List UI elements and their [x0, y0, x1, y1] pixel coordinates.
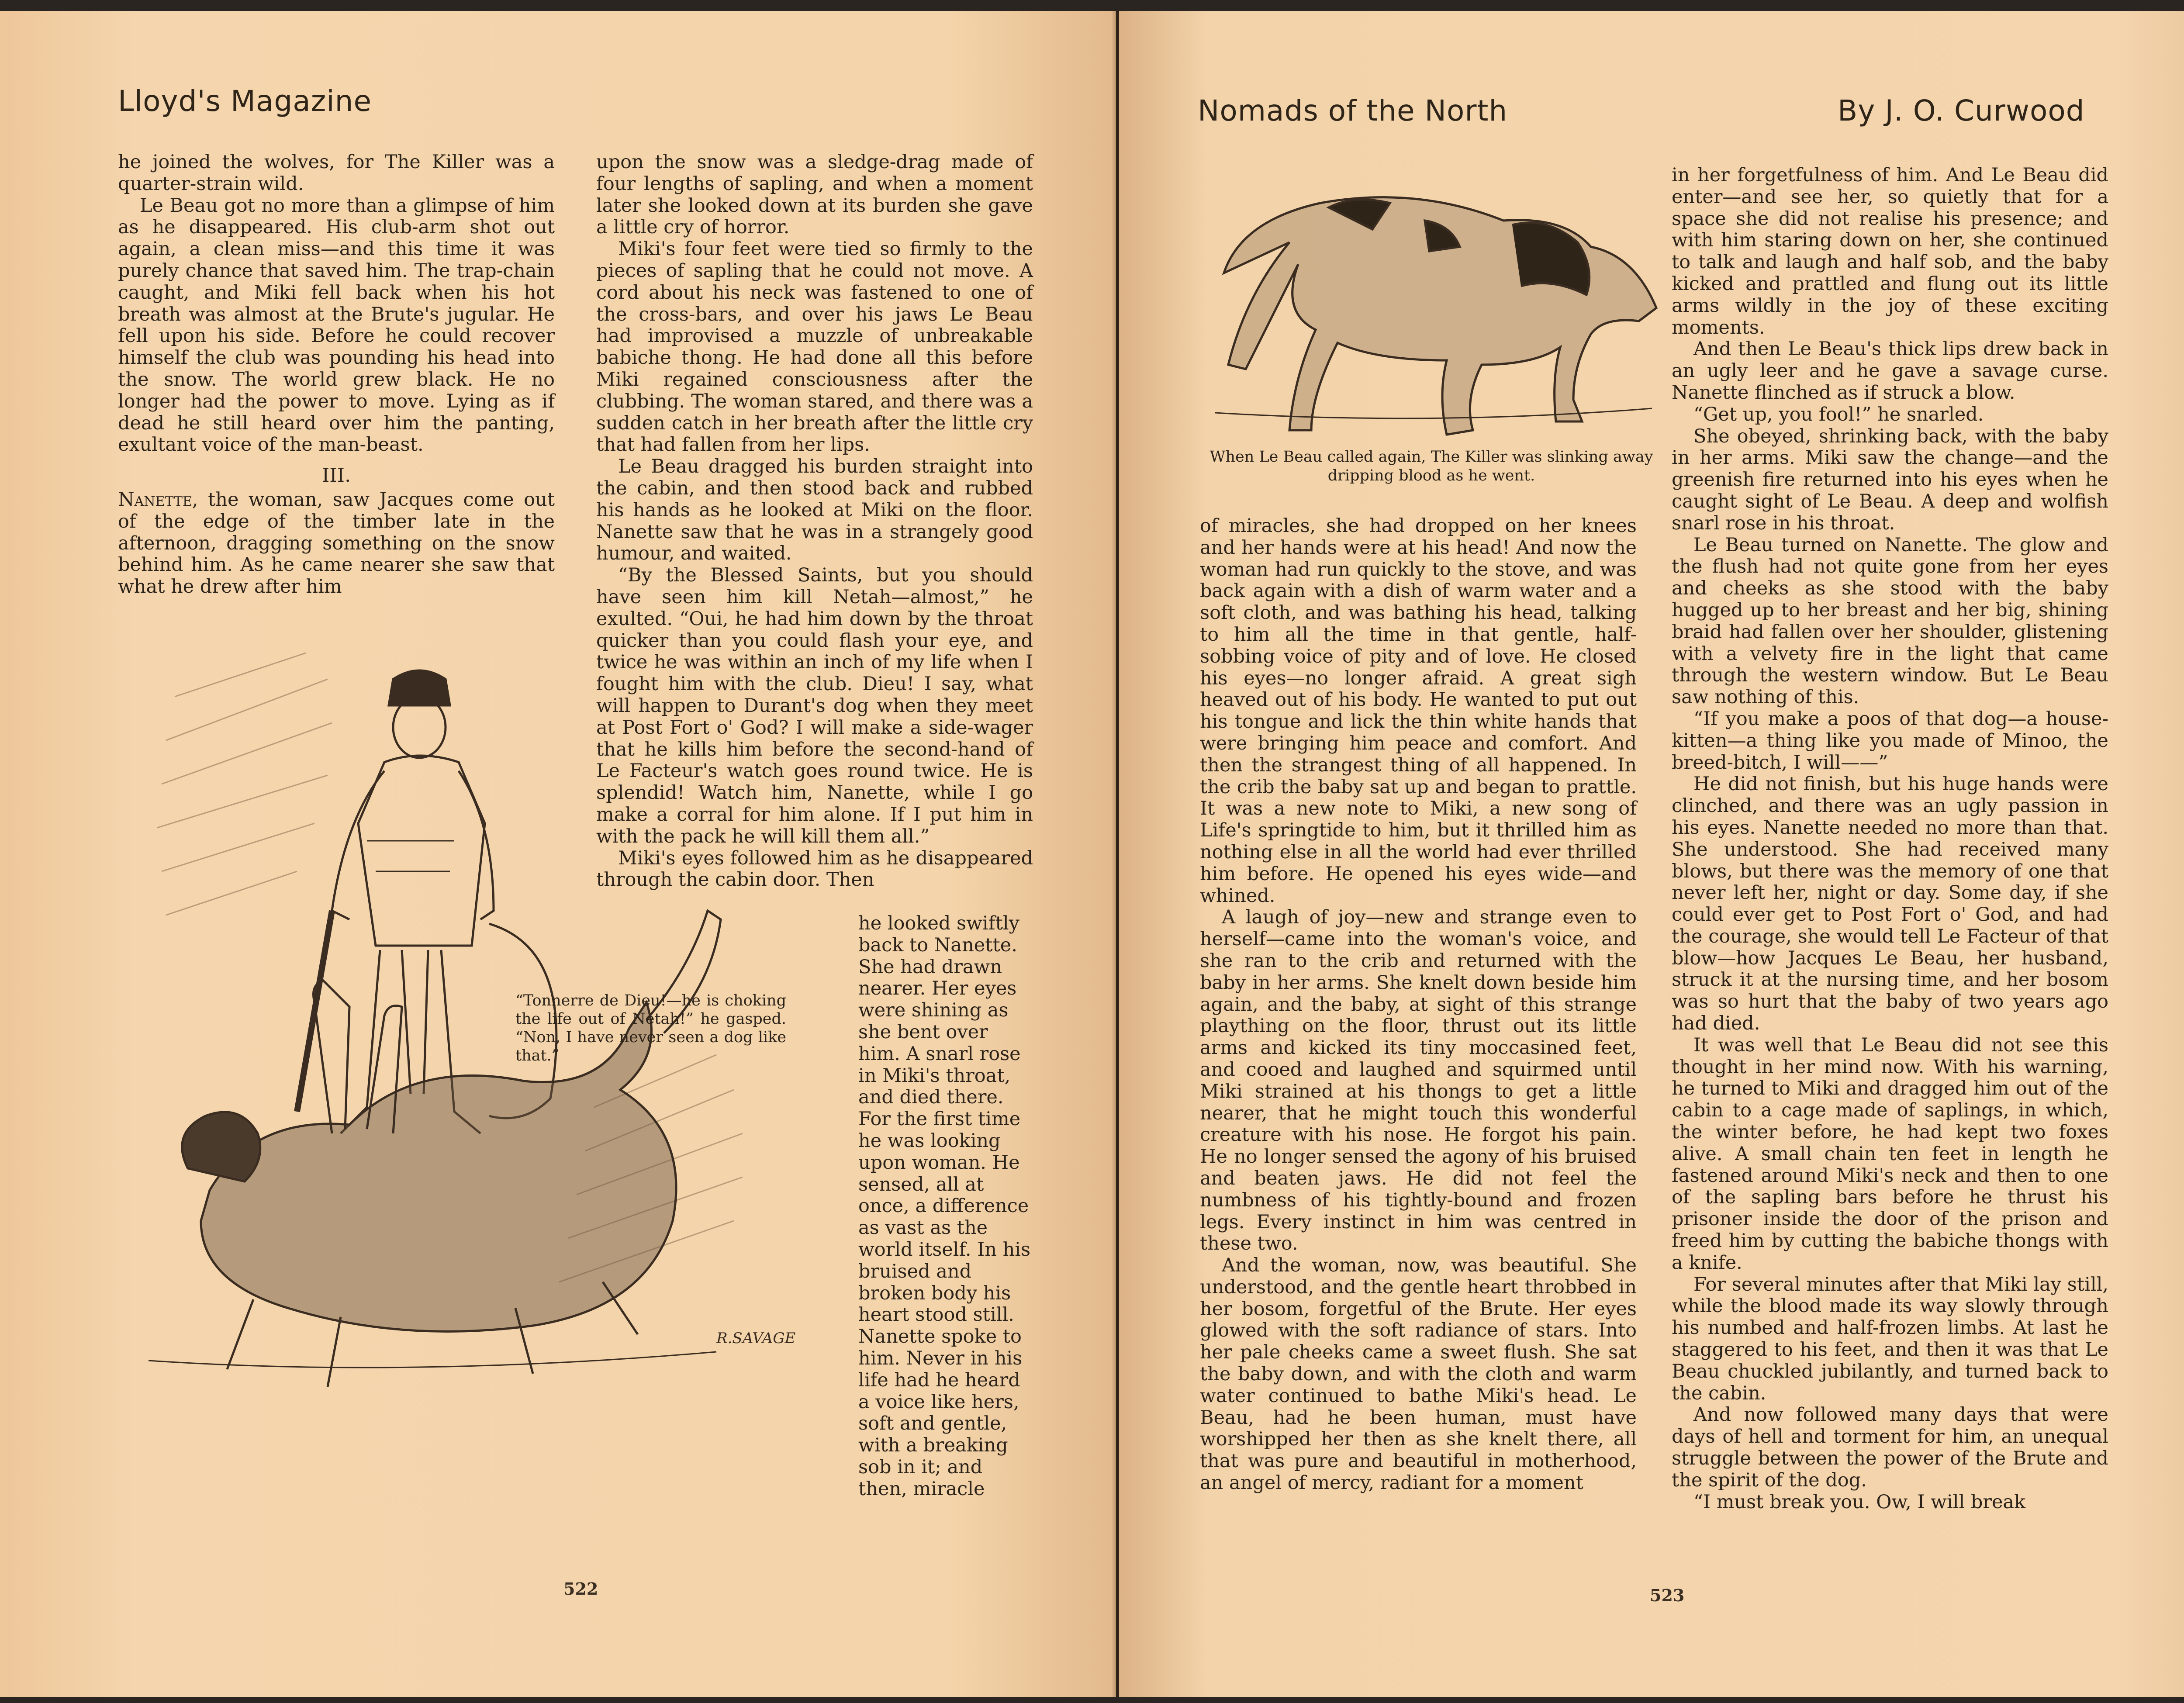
right-page [1119, 11, 2184, 1697]
section-number: III. [321, 464, 351, 487]
paragraph: “If you make a poos of that dog—a house-kitten—a thing like you made of Minoo, the breed-bitch, I will——” [1672, 708, 2108, 774]
running-head-right: Nomads of the North [1198, 94, 1508, 128]
lead-word: Nanette [118, 488, 192, 511]
paragraph: She obeyed, shrinking back, with the baby in her arms. Miki saw the change—and the greenish fire returned into his eyes when he caught sight of Le Beau. A deep and wolfish snarl rose in his throat. [1672, 425, 2108, 534]
left-page [0, 11, 1116, 1697]
right-column-2 [1672, 165, 2108, 1513]
left-column-2-narrow [858, 913, 1033, 1500]
fighting-dogs [149, 911, 721, 1387]
paragraph: He did not finish, but his huge hands were clinched, and there was an ugly passion in his eyes. Nanette needed no more than that. She understood. She had received many blows, but there was the memory of one that never left her, night or day. Some day, if she could ever get to Post Fort o' God, and had the courage, she would tell Le Facteur of that blow—how Jacques Le Beau, her husband, struck it at the nursing time, and her bosom was so hurt that the baby of two years ago had died. [1672, 773, 2108, 1035]
paragraph: Le Beau got no more than a glimpse of him as he disappeared. His club-arm shot out again, a clean miss—and this time it was purely chance that saved him. The trap-chain caught, and Miki fell back when his hot breath was almost at the Brute's jugular. He fell upon his side. Before he could recover himself the club was pounding his head into the snow. The world grew black. He no longer had the power to move. Lying as if dead he still heard over him the panting, exultant voice of the man-beast. [118, 194, 555, 456]
paragraph: upon the snow was a sledge-drag made of four lengths of sapling, and when a moment later she looked down at its burden she gave a little cry of horror. [596, 151, 1033, 238]
page-number-left: 522 [563, 1579, 598, 1599]
paragraph: “I must break you. Ow, I will break [1693, 1491, 2026, 1513]
illustration-caption-left: “Tonnerre de Dieu!—he is choking the life out of Netah!” he gasped. “Non, I have never seen a dog like that.” [515, 992, 786, 1064]
paragraph: in her forgetfulness of him. And Le Beau did enter—and see her, so quietly that for a space she did not realise his presence; and with him staring down on her, she continued to talk and laugh and half sob, and the baby kicked and prattled and flung out its little arms wildly in the joy of these exciting moments. [1672, 164, 2108, 339]
paragraph: And then Le Beau's thick lips drew back in an ugly leer and he gave a savage curse. Nanette flinched as if struck a blow. [1672, 338, 2108, 404]
paragraph: Miki's four feet were tied so firmly to the pieces of sapling that he could not move. A cord about his neck was fastened to one of the cross-bars, and over his jaws Le Beau had improvised a muzzle of unbreakable babiche thong. He had done all this before Miki regained consciousness after the clubbing. The woman stared, and there was a sudden catch in her breath after the little cry that had fallen from her lips. [596, 238, 1033, 456]
dog-illustration [1198, 168, 1665, 439]
paragraph: “By the Blessed Saints, but you should have seen him kill Netah—almost,” he exulted. “Oui, he had him down by the throat quicker than you could flash your eye, and twice he was within an inch of my life when I fought him with the club. Dieu! I say, what will happen to Durant's dog when they meet at Post Fort o' God? I will make a side-wager that he kills him before the second-hand of Le Facteur's watch goes round twice. He is splendid! Watch him, Nanette, while I go make a corral for him alone. If I put him in with the pack he will kill them all.” [596, 564, 1033, 847]
paragraph: And now followed many days that were days of hell and torment for him, an unequal struggle between the power of the Brute and the spirit of the dog. [1672, 1404, 2108, 1491]
paragraph: he joined the wolves, for The Killer was a quarter-strain wild. [118, 151, 555, 195]
paragraph: For several minutes after that Miki lay still, while the blood made its way slowly through his numbed and half-frozen limbs. At last he staggered to his feet, and then it was that Le Beau chuckled jubilantly, and turned back to the cabin. [1672, 1273, 2108, 1404]
paragraph: Miki's eyes followed him as he disappeared through the cabin door. Then [596, 847, 1033, 891]
paragraph: And the woman, now, was beautiful. She understood, and the gentle heart throbbed in her bosom, forgetful of the Brute. Her eyes glowed with the soft radiance of stars. Into her pale cheeks came a sweet flush. She sat the baby down, and with the cloth and warm water continued to bathe Miki's head. Le Beau, had he been human, must have worshipped her then as she knelt there, all that was pure and beautiful in motherhood, an angel of mercy, radiant for a moment [1200, 1254, 1637, 1494]
left-column-1 [118, 152, 555, 598]
paragraph: he looked swiftly back to Nanette. She had drawn nearer. Her eyes were shining as she bent over him. A snarl rose in Miki's throat, and died there. For the first time he was looking upon woman. He sensed, all at once, a difference as vast as the world itself. In his bruised and broken body his heart stood still. Nanette spoke to him. Never in his life had he heard a voice like hers, soft and gentle, with a breaking sob in it; and then, miracle [858, 912, 1031, 1500]
byline: By J. O. Curwood [1838, 94, 2085, 128]
page-number-right: 523 [1650, 1586, 1685, 1605]
paragraph-text: , the woman, saw Jacques come out of the edge of the timber late in the afternoon, dragging something on the snow behind him. As he came nearer she saw that what he drew after him [118, 488, 555, 598]
paragraph: of miracles, she had dropped on her knees and her hands were at his head! And now the woman had run quickly to the stove, and was back again with a dish of warm water and a soft cloth, and was bathing his head, talking to him all the time in that gentle, half-sobbing voice of pity and of love. He closed his eyes—no longer afraid. A great sigh heaved out of his body. He wanted to put out his tongue and lick the thin white hands that were bringing him peace and comfort. And then the strangest thing of all happened. In the crib the baby sat up and began to prattle. It was a new note to Miki, a new song of Life's springtide to him, but it thrilled him as nothing else in all the world had ever thrilled him before. He opened his eyes wide—and whined. [1200, 515, 1637, 907]
artist-signature: R.SAVAGE [716, 1330, 796, 1347]
running-head-left: Lloyd's Magazine [118, 84, 372, 118]
paragraph: Le Beau dragged his burden straight into the cabin, and then stood back and rubbed his hands as he looked at Miki on the floor. Nanette saw that he was in a strangely good humour, and waited. [596, 456, 1033, 565]
illustration-caption-right: When Le Beau called again, The Killer was slinking away dripping blood as he went. [1209, 448, 1653, 484]
paragraph: “Get up, you fool!” he snarled. [1693, 403, 1984, 425]
paragraph [118, 489, 555, 598]
paragraph: It was well that Le Beau did not see this thought in her mind now. With his warning, he turned to Miki and dragged him out of the cabin to a cage made of saplings, in which, the winter before, he had kept two foxes alive. A small chain ten feet in length he fastened around Miki's neck and then to one of the sapling bars before he thrust his prisoner inside the door of the prison and freed him by cutting the babiche thongs with a knife. [1672, 1034, 2108, 1274]
paragraph: A laugh of joy—new and strange even to herself—came into the woman's voice, and she ran to the crib and returned with the baby in her arms. She knelt down beside him again, and the baby, at sight of this strange plaything on the floor, thrust out its little arms and kicked its tiny moccasined feet, and cooed and laughed and squirmed until Miki strained at his thongs to get a little nearer, that he might touch this wonderful creature with his nose. He forgot his pain. He no longer sensed the agony of his bruised and beaten jaws. He did not feel the numbness of his tightly-bound and frozen legs. Every instinct in him was centred in these two. [1200, 906, 1637, 1255]
right-column-1 [1200, 515, 1637, 1494]
paragraph: Le Beau turned on Nanette. The glow and the flush had not quite gone from her eyes and cheeks as she stood with the baby hugged up to her breast and her big, shining braid had fallen over her shoulder, glistening with a velvety fire in the light that came through the western window. But Le Beau saw nothing of this. [1672, 534, 2108, 708]
fight-illustration [122, 644, 856, 1570]
